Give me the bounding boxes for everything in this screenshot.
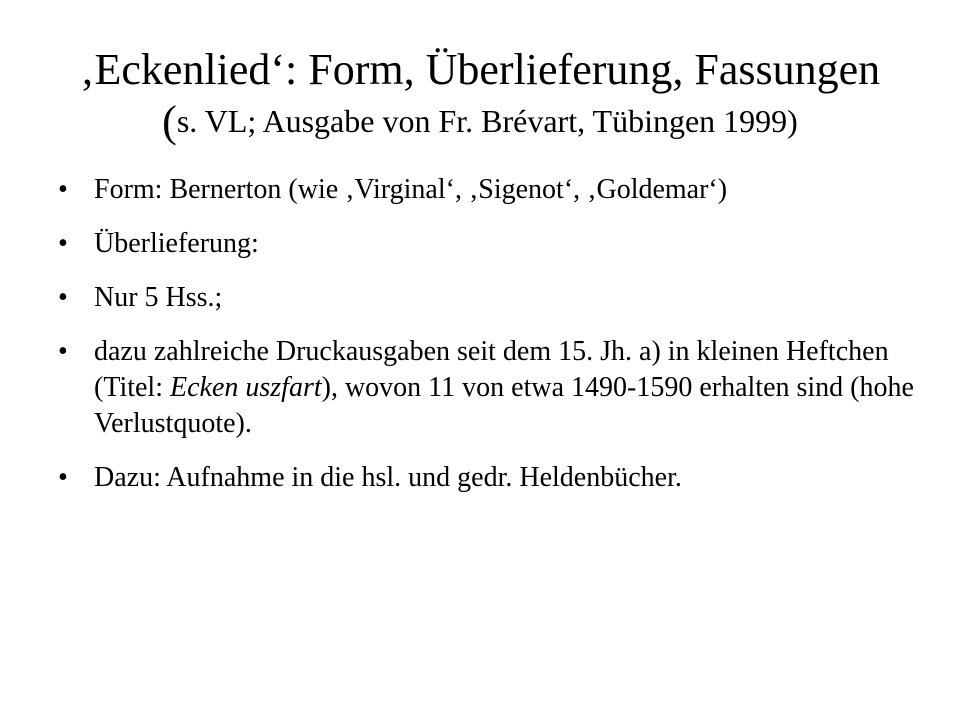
bullet-item-handschriften [58,280,918,316]
bullet-text: Form: Bernerton (wie ‚Virginal‘, ‚Sigenot‘, ‚Goldemar‘) [94,174,728,205]
slide-title [0,44,960,146]
bullet-text-after: ), wovon 11 von etwa 1490-1590 erhalten sind (hohe Verlustquote). [94,372,914,439]
bullet-text-before: dazu zahlreiche Druckausgaben seit dem 15. Jh. a) in kleinen Heftchen (Titel: [94,336,889,403]
bullet-text: Dazu: Aufnahme in die hsl. und gedr. Heldenbücher. [94,462,682,493]
title-open-paren: ( [162,97,177,146]
bullet-text [94,336,914,439]
bullet-list [58,172,918,514]
bullet-item-druckausgaben [58,334,918,442]
bullet-dot: • [58,282,68,313]
bullet-item-heldenbuecher [58,460,918,496]
bullet-item-ueberlieferung [58,226,918,262]
bullet-dot: • [58,228,68,259]
bullet-dot: • [58,462,68,493]
bullet-item-form [58,172,918,208]
bullet-dot: • [58,174,68,205]
title-main: ‚Eckenlied‘: Form, Überlieferung, Fassungen [79,45,881,94]
bullet-text: Überlieferung: [94,228,259,259]
bullet-text: Nur 5 Hss.; [94,282,223,313]
title-subtitle [0,97,960,146]
title-subtitle-text: s. VL; Ausgabe von Fr. Brévart, Tübingen 1999) [176,103,798,139]
bullet-dot: • [58,336,68,367]
bullet-text-italic-title: Ecken uszfart [170,372,322,403]
